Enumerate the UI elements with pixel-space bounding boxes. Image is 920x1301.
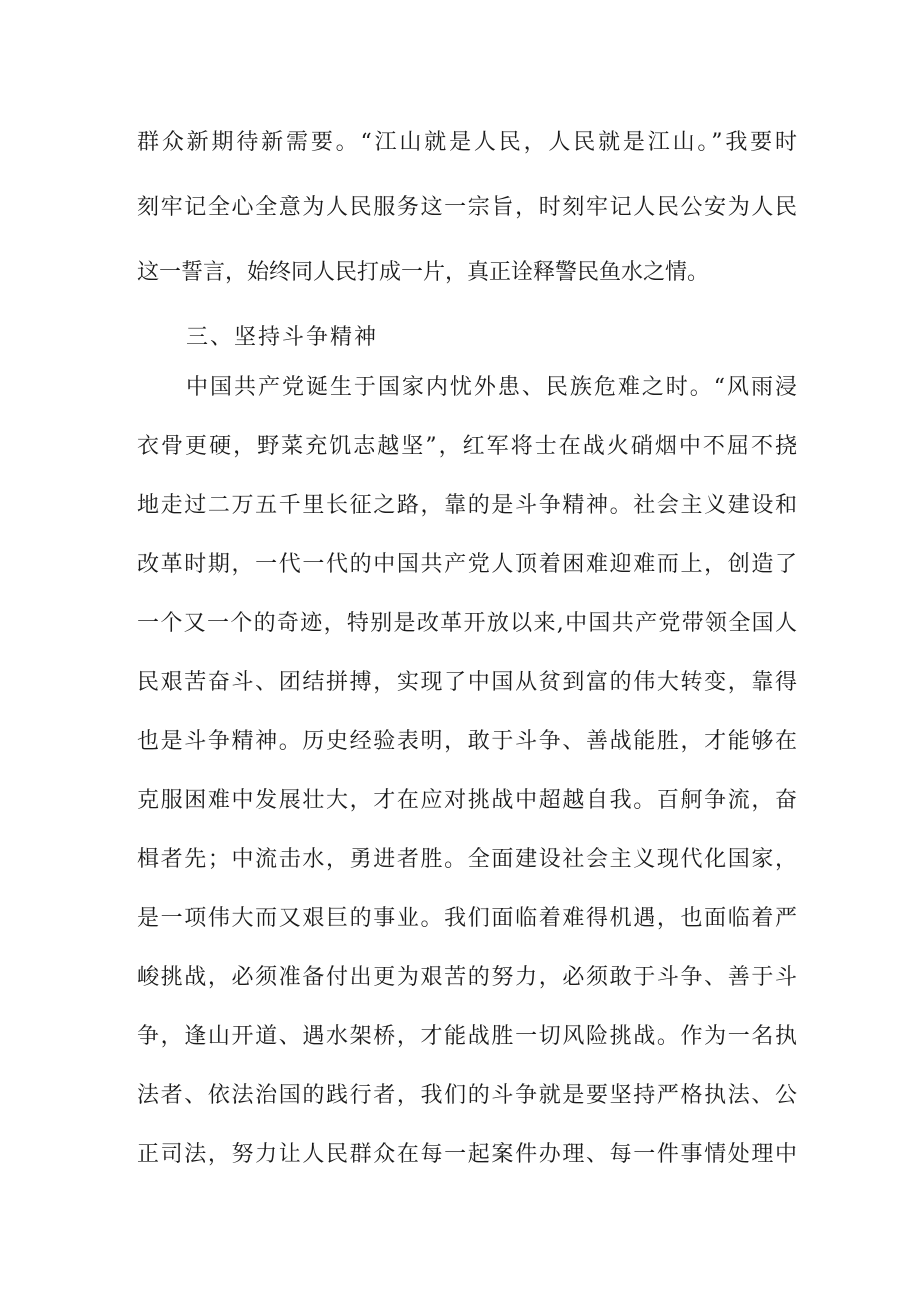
paragraph-1-line-3: 这一誓言，始终同人民打成一片，真正诠释警民鱼水之情。 bbox=[137, 260, 710, 285]
paragraph-1-line-2: 刻牢记全心全意为人民服务这一宗旨，时刻牢记人民公安为人民 bbox=[137, 195, 797, 220]
paragraph-2-line-3: 地走过二万五千里长征之路，靠的是斗争精神。社会主义建设和 bbox=[137, 493, 797, 518]
paragraph-2-line-10: 是一项伟大而又艰巨的事业。我们面临着难得机遇，也面临着严 bbox=[137, 906, 797, 931]
paragraph-2-line-13: 法者、依法治国的践行者，我们的斗争就是要坚持严格执法、公 bbox=[137, 1083, 797, 1108]
paragraph-2-line-4: 改革时期，一代一代的中国共产党人顶着困难迎难而上，创造了 bbox=[137, 552, 797, 577]
paragraph-2-line-8: 克服困难中发展壮大，才在应对挑战中超越自我。百舸争流，奋 bbox=[137, 788, 797, 813]
paragraph-2-line-1: 中国共产党诞生于国家内忧外患、民族危难之时。“风雨浸 bbox=[186, 375, 797, 400]
paragraph-2-line-11: 峻挑战，必须准备付出更为艰苦的努力，必须敢于斗争、善于斗 bbox=[137, 965, 797, 990]
paragraph-2-line-14: 正司法，努力让人民群众在每一起案件办理、每一件事情处理中 bbox=[137, 1142, 797, 1167]
paragraph-2-line-6: 民艰苦奋斗、团结拼搏，实现了中国从贫到富的伟大转变，靠得 bbox=[137, 670, 797, 695]
paragraph-2-line-12: 争，逢山开道、遇水架桥，才能战胜一切风险挑战。作为一名执 bbox=[137, 1024, 797, 1049]
paragraph-2-line-9: 楫者先；中流击水，勇进者胜。全面建设社会主义现代化国家， bbox=[137, 847, 797, 872]
paragraph-1-line-1: 群众新期待新需要。“江山就是人民，人民就是江山。”我要时 bbox=[137, 130, 797, 155]
paragraph-2-line-7: 也是斗争精神。历史经验表明，敢于斗争、善战能胜，才能够在 bbox=[137, 729, 797, 754]
section-heading: 三、坚持斗争精神 bbox=[186, 325, 379, 350]
paragraph-2-line-2: 衣骨更硬，野菜充饥志越坚”，红军将士在战火硝烟中不屈不挠 bbox=[137, 434, 797, 459]
paragraph-2-line-5: 一个又一个的奇迹，特别是改革开放以来,中国共产党带领全国人 bbox=[137, 611, 797, 636]
